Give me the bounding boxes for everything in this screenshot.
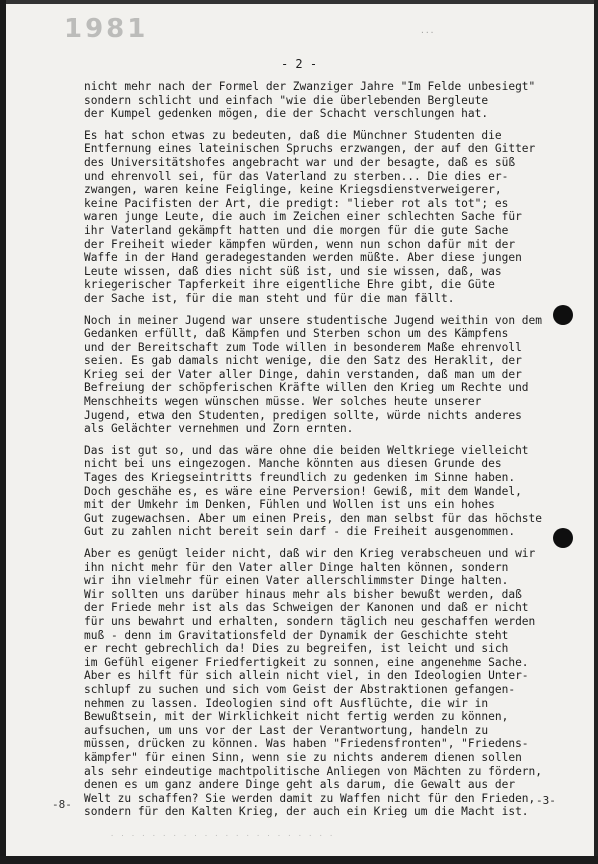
punch-hole	[553, 528, 573, 548]
text-line: Entfernung eines lateinischen Spruchs erzwangen, der auf den Gitter	[84, 142, 536, 156]
text-line: aufsuchen, um uns vor der Last der Verantwortung, handeln zu	[84, 723, 489, 737]
text-line: nehmen zu lassen. Ideologien sind oft Ausflüchte, die wir in	[84, 696, 489, 710]
text-line: denen es um ganz andere Dinge geht als darum, die Gewalt aus der	[84, 778, 516, 792]
faint-header: ...	[420, 26, 435, 35]
text-line: Aber es genügt leider nicht, daß wir den Krieg verabscheuen und wir	[84, 547, 536, 560]
scan-edge-top	[0, 0, 598, 4]
footer-faint-text: . . . . . . . . . . . . . . . . . . . . . .	[110, 830, 335, 838]
text-line: Leute wissen, daß dies nicht süß ist, und sie wissen, daß, was	[84, 264, 502, 278]
text-line: Doch geschähe es, es wäre eine Perversion! Gewiß, mit dem Wandel,	[84, 484, 522, 498]
text-line: zwangen, waren keine Feiglinge, keine Kriegsdienstverweigerer,	[84, 183, 502, 197]
text-line: Bewußtsein, mit der Wirklichkeit nicht fertig werden zu können,	[84, 710, 509, 724]
text-line: Befreiung der schöpferischen Kräfte willen den Krieg um Rechte und	[84, 381, 529, 395]
text-line: der Kumpel gedenken mögen, die der Schacht verschlungen hat.	[84, 107, 489, 121]
text-line: seien. Es gab damals nicht wenige, die den Satz des Heraklit, der	[84, 354, 522, 368]
text-line: als sehr eindeutige machtpolitische Anliegen von Mächten zu fördern,	[84, 764, 543, 778]
text-line: Gut zugewachsen. Aber um einen Preis, den man selbst für das höchste	[84, 511, 543, 525]
text-line: kriegerischer Tapferkeit ihre eigentliche Ehre gibt, die Güte	[84, 278, 495, 292]
faint-stamp: 1981	[64, 14, 149, 44]
body-text	[84, 80, 584, 827]
text-line: Wir sollten uns darüber hinaus mehr als bisher bewußt werden, daß	[84, 587, 522, 601]
text-line: Gut zu zahlen nicht bereit sein darf - die Freiheit ausgenommen.	[84, 525, 516, 539]
text-line: Es hat schon etwas zu bedeuten, daß die Münchner Studenten die	[84, 128, 502, 142]
text-line: schlupf zu suchen und sich vom Geist der Abstraktionen gefangen-	[84, 682, 516, 696]
text-line: Gedanken erfüllt, daß Kämpfen und Sterben schon um des Kämpfens	[84, 327, 509, 341]
scan-edge-bottom	[0, 856, 598, 864]
text-line: Welt zu schaffen? Sie werden damit zu Waffen nicht für den Frieden,	[84, 791, 536, 805]
text-line: ihr Vaterland gekämpft hatten und die morgen für die gute Sache	[84, 223, 509, 237]
text-line: Aber es hilft für sich allein nicht viel, in den Ideologien Unter-	[84, 669, 529, 683]
text-line: des Universitätshofes angebracht war und der besagte, daß es süß	[84, 155, 516, 169]
scan-edge-right	[594, 0, 598, 864]
text-line: sondern für den Kalten Krieg, der auch ein Krieg um die Macht ist.	[84, 805, 529, 819]
text-line: sondern schlicht und einfach "wie die überlebenden Bergleute	[84, 93, 489, 107]
paragraph	[84, 444, 584, 539]
paragraph	[84, 129, 584, 306]
text-line: und ehrenvoll sei, für das Vaterland zu sterben... Die dies er-	[84, 169, 509, 183]
text-line: nicht bei uns eingezogen. Manche könnten aus diesen Grunde des	[84, 457, 502, 471]
text-line: der Friede mehr ist als das Schweigen der Kanonen und daß er nicht	[84, 601, 529, 615]
text-line: müssen, drücken zu können. Was haben "Friedensfronten", "Friedens-	[84, 737, 529, 751]
text-line: er recht gebrechlich da! Dies zu begreifen, ist leicht und sich	[84, 642, 509, 656]
text-line: Noch in meiner Jugend war unsere studentische Jugend weithin von dem	[84, 313, 543, 327]
text-line: mit der Umkehr im Denken, Fühlen und Wollen ist uns ein hohes	[84, 498, 495, 512]
paragraph	[84, 547, 584, 819]
punch-hole	[553, 305, 573, 325]
text-line: der Freiheit wieder kämpfen würden, wenn nun schon dafür mit der	[84, 237, 516, 251]
text-line: im Gefühl eigener Friedfertigkeit zu sonnen, eine angenehme Sache.	[84, 655, 529, 669]
text-line: für uns bewahrt und erhalten, sondern täglich neu geschaffen werden	[84, 614, 536, 628]
paragraph	[84, 80, 584, 121]
text-line: ihn nicht mehr für den Vater aller Dinge halten können, sondern	[84, 560, 509, 574]
text-line: keine Pacifisten der Art, die predigt: "lieber rot als tot"; es	[84, 196, 509, 210]
text-line: Das ist gut so, und das wäre ohne die beiden Weltkriege vielleicht	[84, 443, 529, 457]
text-line: wir ihn vielmehr für einen Vater allerschlimmster Dinge halten.	[84, 574, 509, 588]
paragraph	[84, 314, 584, 436]
scan-edge-left	[0, 0, 6, 864]
text-line: als Gelächter vernehmen und Zorn ernten.	[84, 422, 354, 436]
page-number: - 2 -	[280, 57, 318, 71]
text-line: kämpfer" für einen Sinn, wenn sie zu nichts anderem dienen sollen	[84, 750, 522, 764]
text-line: Waffe in der Hand geradegestanden werden müßte. Aber diese jungen	[84, 251, 522, 265]
text-line: Krieg sei der Vater aller Dinge, dahin verstanden, daß man um der	[84, 367, 522, 381]
text-line: und der Bereitschaft zum Tode willen in besonderem Maße ehrenvoll	[84, 340, 522, 354]
footer-page-next: -3-	[536, 794, 556, 807]
footer-left-mark: -8-	[52, 798, 72, 811]
text-line: Jugend, etwa den Studenten, predigen sollte, würde nichts anderes	[84, 408, 522, 422]
text-line: waren junge Leute, die auch im Zeichen einer schlechten Sache für	[84, 210, 522, 224]
text-line: Tages des Kriegseintritts freundlich zu gedenken im Sinne haben.	[84, 471, 516, 485]
text-line: nicht mehr nach der Formel der Zwanziger Jahre "Im Felde unbesiegt"	[84, 80, 536, 93]
text-line: muß - denn im Gravitationsfeld der Dynamik der Geschichte steht	[84, 628, 509, 642]
text-line: der Sache ist, für die man steht und für die man fällt.	[84, 291, 455, 305]
text-line: Menschheits wegen wünschen müsse. Wer solches heute unserer	[84, 395, 482, 409]
